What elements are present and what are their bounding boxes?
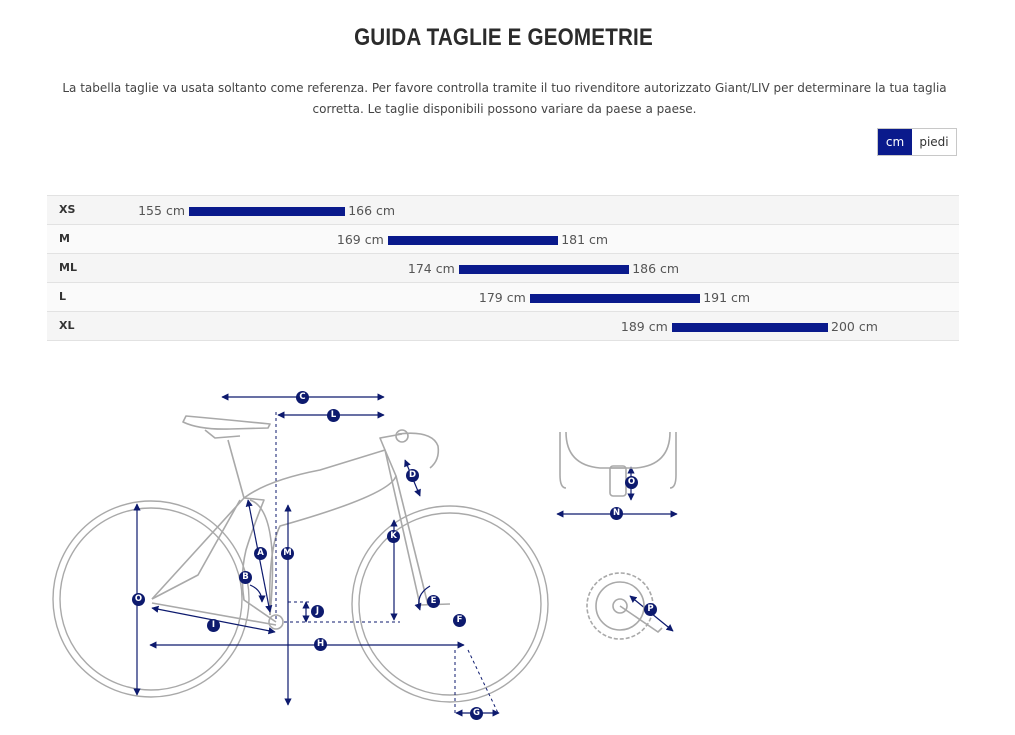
- size-row: [47, 311, 959, 341]
- size-label: ML: [59, 261, 77, 274]
- size-row: [47, 282, 959, 311]
- height-max-label: 166 cm: [348, 203, 396, 218]
- height-min-label: 155 cm: [138, 203, 185, 218]
- marker-g: G: [470, 707, 483, 720]
- height-min-label: 169 cm: [336, 232, 384, 247]
- marker-k: K: [387, 530, 400, 543]
- page-title: GUIDA TAGLIE E GEOMETRIE: [354, 24, 653, 51]
- marker-i: I: [207, 619, 220, 632]
- marker-l: L: [327, 409, 340, 422]
- marker-f: F: [453, 614, 466, 627]
- marker-o-frame: O: [132, 593, 145, 606]
- marker-p: P: [644, 603, 657, 616]
- height-range-bar: [530, 294, 700, 303]
- bike-illustration: [0, 350, 1015, 735]
- marker-j: J: [311, 605, 324, 618]
- marker-h: H: [314, 638, 327, 651]
- size-label: L: [59, 290, 67, 303]
- size-label: M: [59, 232, 70, 245]
- intro-text: La tabella taglie va usata soltanto come referenza. Per favore controlla tramite il tuo rivenditore autorizzato Giant/LIV per determinare la tua taglia corretta. Le taglie disponibili possono variare da paese a paese.: [62, 81, 947, 116]
- marker-e: E: [427, 595, 440, 608]
- unit-cm-button[interactable]: cm: [878, 129, 912, 155]
- height-range-bar: [388, 236, 558, 245]
- marker-c: C: [296, 391, 309, 404]
- marker-d: D: [406, 469, 419, 482]
- height-min-label: 179 cm: [478, 290, 526, 305]
- marker-o-bar: O: [625, 476, 638, 489]
- unit-piedi-button[interactable]: piedi: [912, 129, 956, 155]
- size-chart: [47, 195, 959, 341]
- height-min-label: 174 cm: [407, 261, 455, 276]
- marker-n: N: [610, 507, 623, 520]
- marker-m: M: [281, 547, 294, 560]
- height-range-bar: [189, 207, 345, 216]
- height-max-label: 200 cm: [831, 319, 878, 334]
- size-label: XL: [59, 319, 75, 332]
- size-label: XS: [59, 203, 76, 216]
- size-row: [47, 224, 959, 253]
- size-row: [47, 253, 959, 282]
- height-range-bar: [459, 265, 629, 274]
- height-max-label: 181 cm: [561, 232, 609, 247]
- geometry-diagram: [0, 350, 1015, 735]
- height-max-label: 191 cm: [703, 290, 751, 305]
- height-max-label: 186 cm: [632, 261, 680, 276]
- height-range-bar: [672, 323, 828, 332]
- marker-b: B: [239, 571, 252, 584]
- height-min-label: 189 cm: [620, 319, 668, 334]
- marker-a: A: [254, 547, 267, 560]
- unit-toggle: [877, 128, 957, 156]
- size-row: [47, 195, 959, 224]
